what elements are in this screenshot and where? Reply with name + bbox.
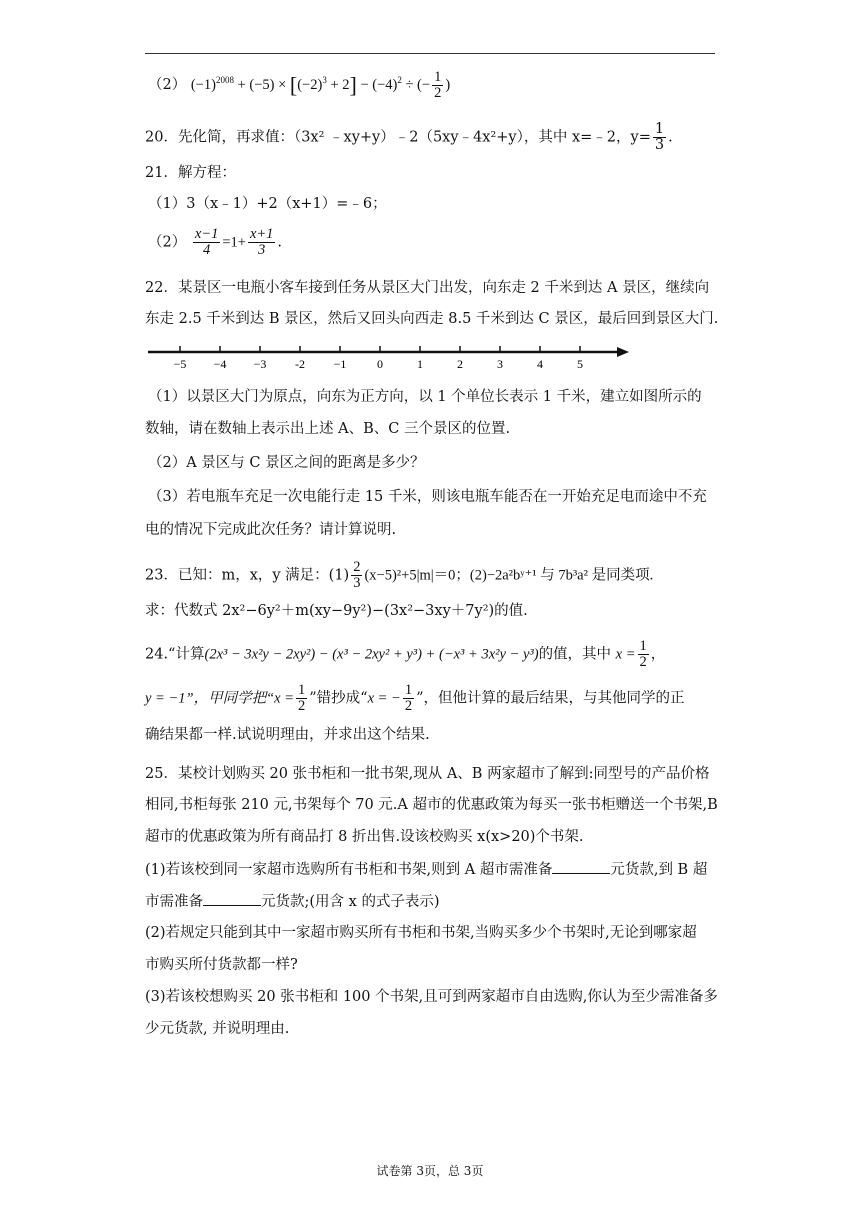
number-line-tick-label: 4	[537, 357, 543, 371]
q25-line6: (2)若规定只能到其中一家超市购买所有书柜和书架,当购买多少个书架时,无论到哪家超	[145, 925, 697, 941]
q22-line2: 东走 2.5 千米到达 B 景区，然后又回头向西走 8.5 千米到达 C 景区，最后回到景区大门.	[145, 311, 719, 327]
number-line-tick-label: 5	[577, 357, 583, 371]
q22-part1a: （1）以景区大门为原点，向东为正方向，以 1 个单位长表示 1 千米，建立如图所示的	[148, 389, 702, 405]
number-line-tick-label: 0	[377, 357, 383, 371]
q25-line8: (3)若该校想购买 20 张书柜和 100 个书架,且可到两家超市自由选购,你认为至少需准备多	[145, 989, 718, 1005]
q23-line2: 求：代数式 2x²−6y²＋m(xy−9y²)−(3x²−3xy＋7y²)的值.	[145, 603, 528, 619]
q25-line9: 少元货款, 并说明理由.	[145, 1021, 290, 1037]
page-footer: 试卷第 3页，总 3页	[376, 1164, 484, 1178]
q21-part2: （2） $\frac{x-1}{4}$ =1+ $\frac{x+1}{3}$ .	[148, 226, 283, 259]
q24-line3: 确结果都一样.试说明理由，并求出这个结果.	[145, 727, 430, 743]
q21-part1: （1）3（x﹣1）+2（x+1）=﹣6；	[148, 196, 387, 212]
q22-line1: 22．某景区一电瓶小客车接到任务从景区大门出发，向东走 2 千米到达 A 景区，继续向	[145, 280, 710, 296]
number-line-arrow	[617, 347, 629, 357]
q22-part3b: 电的情况下完成此次任务？请计算说明.	[145, 522, 397, 538]
answer-blank-b[interactable]	[203, 893, 261, 906]
number-line-tick-label: 2	[457, 357, 463, 371]
q24-expression: (2x³ − 3x²y − 2xy²) − (x³ − 2xy² + y³) + (−x³ + 3x²y − y³)	[204, 646, 539, 663]
number-line-tick-label: −4	[213, 357, 227, 371]
number-line-tick-label: 1	[417, 357, 423, 371]
number-line-tick-label: −5	[173, 357, 187, 371]
q24-line1: 24.“计算(2x³ − 3x²y − 2xy²) − (x³ − 2xy² + y³) + (−x³ + 3x²y − y³)的值，其中 x = $\frac{1}{2}$ ，	[145, 638, 666, 671]
q25-line7: 市购买所付货款都一样?	[145, 957, 298, 973]
answer-blank-a[interactable]	[552, 861, 610, 874]
q21-title: 21．解方程：	[145, 165, 236, 181]
number-line-tick-label: -2	[295, 357, 305, 371]
number-line-tick-label: −1	[333, 357, 347, 371]
q19-expression: $(-1)^{2008} + (-5) \times [(-2)^3 + 2] - (-4)^2$ ÷ (− $\frac{1}{2}$ )	[190, 69, 451, 102]
q23-line1: 23．已知：m，x，y 满足：(1) $\frac{2}{3}$ (x−5)²+5|m|＝0；(2)−2a²bʸ⁺¹ 与 7b³a² 是同类项.	[145, 559, 654, 592]
number-line-tick-label: −3	[253, 357, 267, 371]
q22-part2: （2）A 景区与 C 景区之间的距离是多少？	[148, 455, 425, 471]
q20-line: 20．先化简，再求值：（3x² ﹣xy+y）﹣2（5xy﹣4x²+y），其中 x=﹣2，y= $\frac{1}{3}$ .	[145, 121, 673, 154]
q25-line2: 相同,书柜每张 210 元,书架每个 70 元.A 超市的优惠政策为每买一张书柜赠送一个书架,B	[145, 797, 718, 813]
q22-part3a: （3）若电瓶车充足一次电能行走 15 千米，则该电瓶车能否在一开始充足电而途中不充	[148, 489, 707, 505]
q19-part2: （2） $(-1)^{2008} + (-5) \times [(-2)^3 + 2] - (-4)^2$ ÷ (− $\frac{1}{2}$ )	[148, 69, 451, 102]
number-line-tick-label: 3	[497, 357, 503, 371]
q22-part1b: 数轴，请在数轴上表示出上述 A、B、C 三个景区的位置.	[145, 421, 511, 437]
q25-line4: (1)若该校到同一家超市选购所有书柜和书架,则到 A 超市需准备 元货款,到 B 超	[145, 862, 708, 878]
q25-line1: 25．某校计划购买 20 张书柜和一批书架,现从 A、B 两家超市了解到:同型号的产品价格	[145, 766, 710, 782]
header-rule	[145, 53, 715, 54]
q25-line5: 市需准备 元货款;(用含 x 的式子表示)	[145, 894, 440, 910]
number-line	[145, 338, 635, 372]
q24-line2: y = −1”，甲同学把“x = $\frac{1}{2}$ ”错抄成“x = − $\frac{1}{2}$ ”，但他计算的最后结果，与其他同学的正	[145, 682, 685, 715]
q25-line3: 超市的优惠政策为所有商品打 8 折出售.设该校购买 x(x>20)个书架.	[145, 829, 584, 845]
